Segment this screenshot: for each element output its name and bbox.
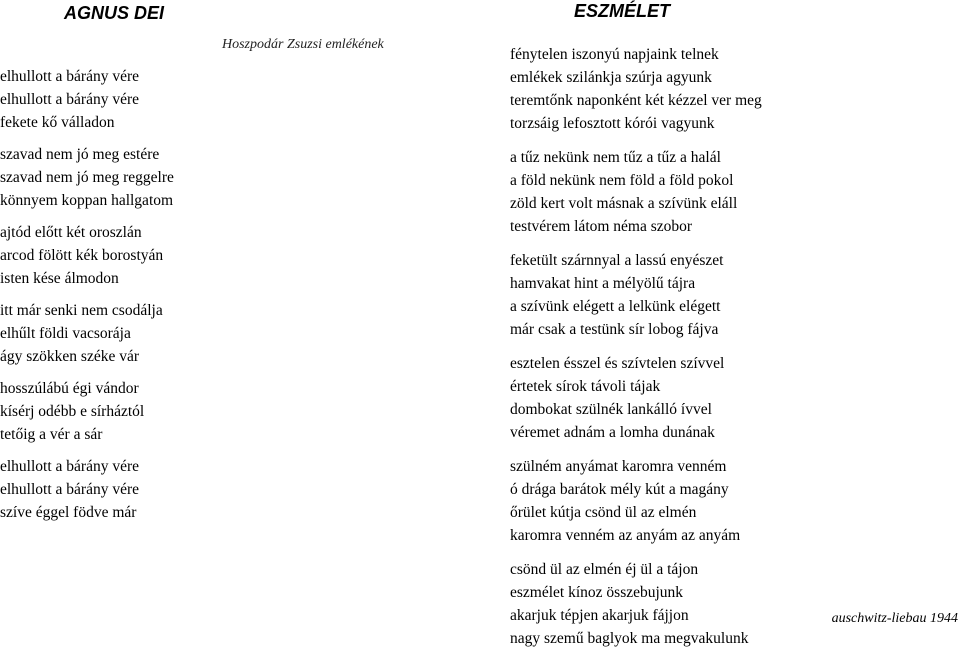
poem-line: elhullott a bárány vére [0,458,140,475]
poem-line: kísérj odébb e sírháztól [0,403,145,420]
poem-line: szíve éggel födve már [0,504,137,521]
poem-line: ágy szökken széke vár [0,348,140,365]
poem-line: arcod fölött kék borostyán [0,247,164,264]
stanza [0,65,215,134]
poem-line: dombokat szülnék lankálló ívvel [510,401,712,418]
stanza [510,43,840,135]
poem-line: nagy szemű baglyok ma megvakulunk [510,630,749,647]
signature: auschwitz-liebau 1944 [831,611,958,626]
left-poem-body [0,65,215,533]
poem-line: őrület kútja csönd ül az elmén [510,504,697,521]
dedication: Hoszpodár Zsuzsi emlékének [222,37,384,52]
poem-line: emlékek szilánkja szúrja agyunk [510,69,712,86]
poem-line: esztelen ésszel és szívtelen szívvel [510,355,725,372]
poem-line: szavad nem jó meg reggelre [0,169,174,186]
poem-line: elhullott a bárány vére [0,91,140,108]
poem-line: értetek sírok távoli tájak [510,378,661,395]
poem-line: ó drága barátok mély kút a magány [510,481,729,498]
poem-line: feketült szárnnyal a lassú enyészet [510,252,724,269]
stanza [0,143,215,212]
poem-title-agnus-dei: AGNUS DEI [64,3,165,23]
poem-line: tetőig a vér a sár [0,426,103,443]
stanza [510,146,840,238]
poem-line: eszmélet kínoz összebujunk [510,584,684,601]
stanza [510,352,840,444]
stanza [0,299,215,368]
poem-line: zöld kert volt másnak a szívünk eláll [510,195,738,212]
poem-line: fénytelen iszonyú napjaink telnek [510,46,719,63]
poem-line: itt már senki nem csodálja [0,302,163,319]
poem-line: hamvakat hint a mélyölű tájra [510,275,696,292]
poem-line: könnyem koppan hallgatom [0,192,174,209]
poem-line: hosszúlábú égi vándor [0,380,139,397]
poem-title-eszmelet: ESZMÉLET [574,1,671,21]
poem-line: a szívünk elégett a lelkünk elégett [510,298,721,315]
poem-line: isten kése álmodon [0,270,119,287]
poem-line: a tűz nekünk nem tűz a tűz a halál [510,149,721,166]
poem-line: akarjuk tépjen akarjuk fájjon [510,607,689,624]
poem-line: karomra venném az anyám az anyám [510,527,741,544]
poem-line: fekete kő válladon [0,114,115,131]
poem-line: elhullott a bárány vére [0,481,140,498]
poem-line: elhullott a bárány vére [0,68,140,85]
poem-line: már csak a testünk sír lobog fájva [510,321,719,338]
right-poem-body [510,43,840,661]
poem-line: véremet adnám a lomha dunának [510,424,715,441]
stanza [0,377,215,446]
stanza [510,558,840,650]
stanza [510,455,840,547]
poem-line: teremtőnk naponként két kézzel ver meg [510,92,762,109]
poem-line: ajtód előtt két oroszlán [0,224,142,241]
poem-line: csönd ül az elmén éj ül a tájon [510,561,699,578]
stanza [510,249,840,341]
stanza [0,221,215,290]
poem-line: szülném anyámat karomra venném [510,458,727,475]
poem-line: torzsáig lefosztott kórói vagyunk [510,115,715,132]
poem-line: szavad nem jó meg estére [0,146,160,163]
poem-line: testvérem látom néma szobor [510,218,693,235]
stanza [0,455,215,524]
poem-line: a föld nekünk nem föld a föld pokol [510,172,734,189]
poem-line: elhűlt földi vacsorája [0,325,131,342]
